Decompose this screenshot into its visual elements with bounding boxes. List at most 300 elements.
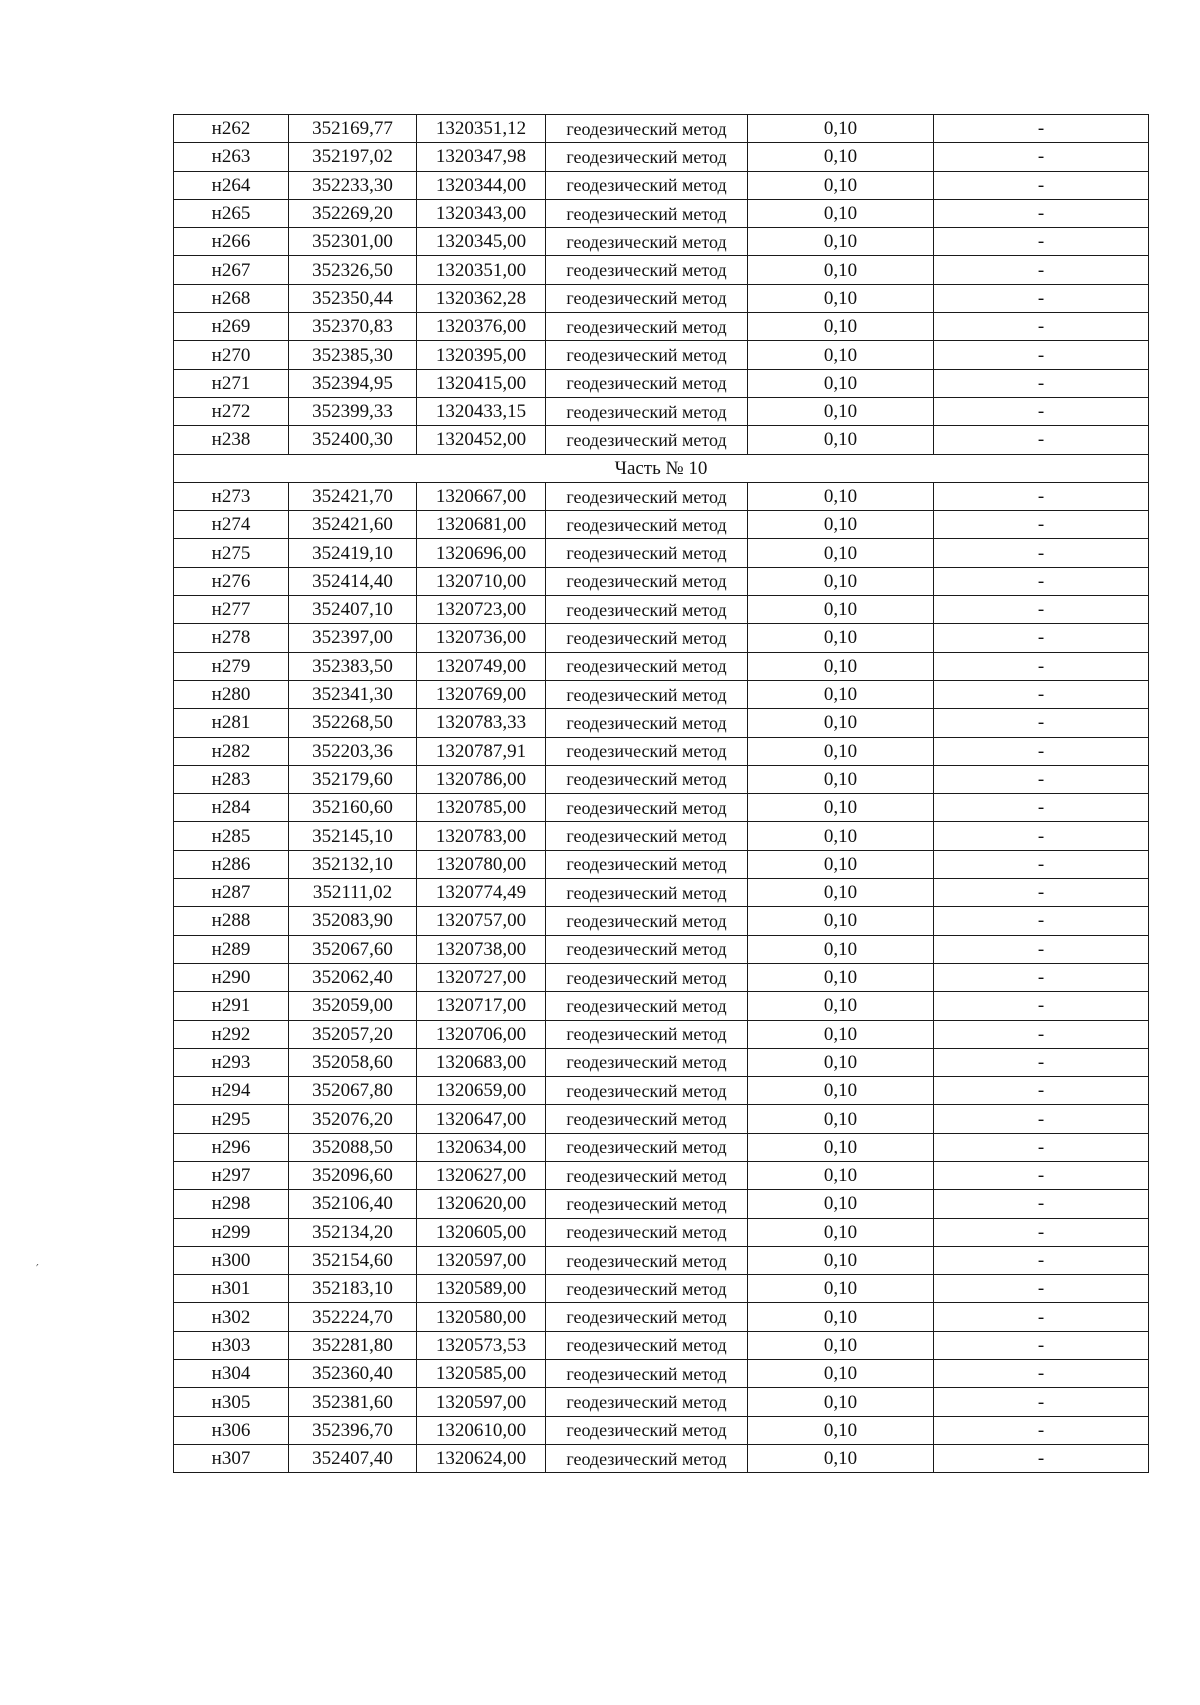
point-id-cell: н275	[174, 539, 289, 567]
table-row	[174, 765, 1149, 793]
coord-x-cell: 352397,00	[289, 624, 417, 652]
coord-y-cell: 1320351,00	[417, 256, 546, 284]
note-cell: -	[934, 1077, 1149, 1105]
note-cell: -	[934, 709, 1149, 737]
coord-x-cell: 352400,30	[289, 426, 417, 454]
coord-y-cell: 1320580,00	[417, 1303, 546, 1331]
coord-y-cell: 1320347,98	[417, 143, 546, 171]
coord-y-cell: 1320738,00	[417, 935, 546, 963]
accuracy-cell: 0,10	[748, 765, 934, 793]
coord-x-cell: 352062,40	[289, 963, 417, 991]
coord-x-cell: 352383,50	[289, 652, 417, 680]
note-cell: -	[934, 935, 1149, 963]
coord-x-cell: 352058,60	[289, 1048, 417, 1076]
note-cell: -	[934, 482, 1149, 510]
point-id-cell: н301	[174, 1275, 289, 1303]
point-id-cell: н262	[174, 115, 289, 143]
table-row	[174, 1190, 1149, 1218]
accuracy-cell: 0,10	[748, 313, 934, 341]
coord-x-cell: 352083,90	[289, 907, 417, 935]
table-row	[174, 1077, 1149, 1105]
coord-x-cell: 352381,60	[289, 1388, 417, 1416]
method-cell: геодезический метод	[546, 1105, 748, 1133]
point-id-cell: н287	[174, 879, 289, 907]
note-cell: -	[934, 1133, 1149, 1161]
point-id-cell: н306	[174, 1416, 289, 1444]
note-cell: -	[934, 567, 1149, 595]
coord-y-cell: 1320774,49	[417, 879, 546, 907]
coord-y-cell: 1320589,00	[417, 1275, 546, 1303]
method-cell: геодезический метод	[546, 1020, 748, 1048]
method-cell: геодезический метод	[546, 822, 748, 850]
coord-x-cell: 352370,83	[289, 313, 417, 341]
method-cell: геодезический метод	[546, 143, 748, 171]
table-row	[174, 680, 1149, 708]
table-row	[174, 1331, 1149, 1359]
coord-x-cell: 352132,10	[289, 850, 417, 878]
coord-x-cell: 352396,70	[289, 1416, 417, 1444]
note-cell: -	[934, 171, 1149, 199]
note-cell: -	[934, 1303, 1149, 1331]
accuracy-cell: 0,10	[748, 511, 934, 539]
accuracy-cell: 0,10	[748, 907, 934, 935]
table-row	[174, 1161, 1149, 1189]
note-cell: -	[934, 1218, 1149, 1246]
method-cell: геодезический метод	[546, 680, 748, 708]
method-cell: геодезический метод	[546, 907, 748, 935]
coord-x-cell: 352414,40	[289, 567, 417, 595]
accuracy-cell: 0,10	[748, 850, 934, 878]
method-cell: геодезический метод	[546, 1275, 748, 1303]
accuracy-cell: 0,10	[748, 284, 934, 312]
coord-y-cell: 1320659,00	[417, 1077, 546, 1105]
note-cell: -	[934, 1331, 1149, 1359]
note-cell: -	[934, 652, 1149, 680]
point-id-cell: н294	[174, 1077, 289, 1105]
point-id-cell: н298	[174, 1190, 289, 1218]
table-row	[174, 228, 1149, 256]
note-cell: -	[934, 1275, 1149, 1303]
coord-y-cell: 1320769,00	[417, 680, 546, 708]
table-row	[174, 539, 1149, 567]
coord-x-cell: 352134,20	[289, 1218, 417, 1246]
method-cell: геодезический метод	[546, 482, 748, 510]
table-row	[174, 511, 1149, 539]
point-id-cell: н278	[174, 624, 289, 652]
point-id-cell: н292	[174, 1020, 289, 1048]
note-cell: -	[934, 1360, 1149, 1388]
point-id-cell: н272	[174, 397, 289, 425]
note-cell: -	[934, 680, 1149, 708]
table-row	[174, 822, 1149, 850]
accuracy-cell: 0,10	[748, 397, 934, 425]
coord-y-cell: 1320757,00	[417, 907, 546, 935]
point-id-cell: н283	[174, 765, 289, 793]
table-row	[174, 1360, 1149, 1388]
method-cell: геодезический метод	[546, 1303, 748, 1331]
coord-y-cell: 1320605,00	[417, 1218, 546, 1246]
accuracy-cell: 0,10	[748, 115, 934, 143]
point-id-cell: н296	[174, 1133, 289, 1161]
coord-y-cell: 1320624,00	[417, 1444, 546, 1472]
accuracy-cell: 0,10	[748, 1020, 934, 1048]
point-id-cell: н274	[174, 511, 289, 539]
accuracy-cell: 0,10	[748, 228, 934, 256]
coord-x-cell: 352360,40	[289, 1360, 417, 1388]
accuracy-cell: 0,10	[748, 1444, 934, 1472]
table-row	[174, 992, 1149, 1020]
note-cell: -	[934, 850, 1149, 878]
point-id-cell: н263	[174, 143, 289, 171]
note-cell: -	[934, 369, 1149, 397]
coord-y-cell: 1320786,00	[417, 765, 546, 793]
table-row	[174, 171, 1149, 199]
table-row	[174, 935, 1149, 963]
method-cell: геодезический метод	[546, 313, 748, 341]
method-cell: геодезический метод	[546, 539, 748, 567]
accuracy-cell: 0,10	[748, 426, 934, 454]
table-row	[174, 1416, 1149, 1444]
accuracy-cell: 0,10	[748, 1048, 934, 1076]
coord-y-cell: 1320351,12	[417, 115, 546, 143]
accuracy-cell: 0,10	[748, 171, 934, 199]
coord-y-cell: 1320627,00	[417, 1161, 546, 1189]
method-cell: геодезический метод	[546, 1444, 748, 1472]
method-cell: геодезический метод	[546, 171, 748, 199]
accuracy-cell: 0,10	[748, 1416, 934, 1444]
coord-y-cell: 1320710,00	[417, 567, 546, 595]
point-id-cell: н279	[174, 652, 289, 680]
coord-y-cell: 1320749,00	[417, 652, 546, 680]
table-row	[174, 850, 1149, 878]
point-id-cell: н264	[174, 171, 289, 199]
method-cell: геодезический метод	[546, 397, 748, 425]
coord-x-cell: 352233,30	[289, 171, 417, 199]
coord-x-cell: 352183,10	[289, 1275, 417, 1303]
note-cell: -	[934, 341, 1149, 369]
coord-y-cell: 1320343,00	[417, 199, 546, 227]
point-id-cell: н285	[174, 822, 289, 850]
note-cell: -	[934, 1444, 1149, 1472]
point-id-cell: н265	[174, 199, 289, 227]
section-title: Часть № 10	[174, 454, 1149, 482]
accuracy-cell: 0,10	[748, 199, 934, 227]
accuracy-cell: 0,10	[748, 1303, 934, 1331]
method-cell: геодезический метод	[546, 765, 748, 793]
table-row	[174, 369, 1149, 397]
coord-x-cell: 352179,60	[289, 765, 417, 793]
coord-x-cell: 352407,10	[289, 596, 417, 624]
note-cell: -	[934, 1190, 1149, 1218]
coord-y-cell: 1320395,00	[417, 341, 546, 369]
accuracy-cell: 0,10	[748, 1246, 934, 1274]
coord-y-cell: 1320783,00	[417, 822, 546, 850]
method-cell: геодезический метод	[546, 567, 748, 595]
point-id-cell: н305	[174, 1388, 289, 1416]
table-row	[174, 341, 1149, 369]
note-cell: -	[934, 199, 1149, 227]
coord-y-cell: 1320597,00	[417, 1388, 546, 1416]
table-row	[174, 115, 1149, 143]
accuracy-cell: 0,10	[748, 567, 934, 595]
point-id-cell: н293	[174, 1048, 289, 1076]
note-cell: -	[934, 596, 1149, 624]
coord-y-cell: 1320727,00	[417, 963, 546, 991]
method-cell: геодезический метод	[546, 1416, 748, 1444]
coord-x-cell: 352421,60	[289, 511, 417, 539]
accuracy-cell: 0,10	[748, 1331, 934, 1359]
accuracy-cell: 0,10	[748, 794, 934, 822]
table-row	[174, 652, 1149, 680]
accuracy-cell: 0,10	[748, 822, 934, 850]
note-cell: -	[934, 624, 1149, 652]
point-id-cell: н303	[174, 1331, 289, 1359]
method-cell: геодезический метод	[546, 652, 748, 680]
table-row	[174, 426, 1149, 454]
point-id-cell: н307	[174, 1444, 289, 1472]
accuracy-cell: 0,10	[748, 1218, 934, 1246]
method-cell: геодезический метод	[546, 935, 748, 963]
accuracy-cell: 0,10	[748, 1275, 934, 1303]
coord-x-cell: 352203,36	[289, 737, 417, 765]
coord-x-cell: 352088,50	[289, 1133, 417, 1161]
method-cell: геодезический метод	[546, 228, 748, 256]
point-id-cell: н276	[174, 567, 289, 595]
coord-y-cell: 1320573,53	[417, 1331, 546, 1359]
point-id-cell: н282	[174, 737, 289, 765]
table-row	[174, 397, 1149, 425]
point-id-cell: н291	[174, 992, 289, 1020]
note-cell: -	[934, 1020, 1149, 1048]
accuracy-cell: 0,10	[748, 539, 934, 567]
point-id-cell: н269	[174, 313, 289, 341]
table-row	[174, 737, 1149, 765]
note-cell: -	[934, 822, 1149, 850]
point-id-cell: н302	[174, 1303, 289, 1331]
coord-x-cell: 352160,60	[289, 794, 417, 822]
method-cell: геодезический метод	[546, 1077, 748, 1105]
note-cell: -	[934, 228, 1149, 256]
accuracy-cell: 0,10	[748, 879, 934, 907]
method-cell: геодезический метод	[546, 850, 748, 878]
coord-y-cell: 1320376,00	[417, 313, 546, 341]
note-cell: -	[934, 794, 1149, 822]
point-id-cell: н286	[174, 850, 289, 878]
coord-x-cell: 352407,40	[289, 1444, 417, 1472]
coord-y-cell: 1320683,00	[417, 1048, 546, 1076]
accuracy-cell: 0,10	[748, 1161, 934, 1189]
coord-y-cell: 1320780,00	[417, 850, 546, 878]
note-cell: -	[934, 284, 1149, 312]
table-row	[174, 567, 1149, 595]
note-cell: -	[934, 907, 1149, 935]
accuracy-cell: 0,10	[748, 652, 934, 680]
accuracy-cell: 0,10	[748, 1360, 934, 1388]
accuracy-cell: 0,10	[748, 482, 934, 510]
note-cell: -	[934, 963, 1149, 991]
method-cell: геодезический метод	[546, 992, 748, 1020]
method-cell: геодезический метод	[546, 737, 748, 765]
accuracy-cell: 0,10	[748, 624, 934, 652]
coord-y-cell: 1320783,33	[417, 709, 546, 737]
note-cell: -	[934, 115, 1149, 143]
note-cell: -	[934, 879, 1149, 907]
coord-x-cell: 352399,33	[289, 397, 417, 425]
coord-x-cell: 352169,77	[289, 115, 417, 143]
method-cell: геодезический метод	[546, 1190, 748, 1218]
method-cell: геодезический метод	[546, 596, 748, 624]
note-cell: -	[934, 397, 1149, 425]
point-id-cell: н295	[174, 1105, 289, 1133]
method-cell: геодезический метод	[546, 1218, 748, 1246]
method-cell: геодезический метод	[546, 199, 748, 227]
coord-y-cell: 1320681,00	[417, 511, 546, 539]
point-id-cell: н304	[174, 1360, 289, 1388]
coord-y-cell: 1320345,00	[417, 228, 546, 256]
point-id-cell: н297	[174, 1161, 289, 1189]
coord-x-cell: 352111,02	[289, 879, 417, 907]
accuracy-cell: 0,10	[748, 1190, 934, 1218]
table-row	[174, 1020, 1149, 1048]
coord-y-cell: 1320344,00	[417, 171, 546, 199]
note-cell: -	[934, 992, 1149, 1020]
table-row	[174, 963, 1149, 991]
coord-x-cell: 352059,00	[289, 992, 417, 1020]
point-id-cell: н280	[174, 680, 289, 708]
accuracy-cell: 0,10	[748, 341, 934, 369]
method-cell: геодезический метод	[546, 794, 748, 822]
coord-y-cell: 1320597,00	[417, 1246, 546, 1274]
table-row	[174, 1218, 1149, 1246]
table-row	[174, 199, 1149, 227]
point-id-cell: н281	[174, 709, 289, 737]
coord-x-cell: 352269,20	[289, 199, 417, 227]
note-cell: -	[934, 426, 1149, 454]
coord-x-cell: 352224,70	[289, 1303, 417, 1331]
note-cell: -	[934, 1388, 1149, 1416]
method-cell: геодезический метод	[546, 1133, 748, 1161]
coord-x-cell: 352394,95	[289, 369, 417, 397]
note-cell: -	[934, 1246, 1149, 1274]
coord-x-cell: 352421,70	[289, 482, 417, 510]
note-cell: -	[934, 256, 1149, 284]
coord-x-cell: 352268,50	[289, 709, 417, 737]
coord-y-cell: 1320362,28	[417, 284, 546, 312]
accuracy-cell: 0,10	[748, 1105, 934, 1133]
point-id-cell: н288	[174, 907, 289, 935]
coord-y-cell: 1320585,00	[417, 1360, 546, 1388]
coord-y-cell: 1320433,15	[417, 397, 546, 425]
coord-x-cell: 352096,60	[289, 1161, 417, 1189]
point-id-cell: н289	[174, 935, 289, 963]
coord-y-cell: 1320785,00	[417, 794, 546, 822]
method-cell: геодезический метод	[546, 115, 748, 143]
method-cell: геодезический метод	[546, 1331, 748, 1359]
accuracy-cell: 0,10	[748, 992, 934, 1020]
accuracy-cell: 0,10	[748, 963, 934, 991]
point-id-cell: н277	[174, 596, 289, 624]
note-cell: -	[934, 737, 1149, 765]
point-id-cell: н266	[174, 228, 289, 256]
method-cell: геодезический метод	[546, 341, 748, 369]
method-cell: геодезический метод	[546, 963, 748, 991]
method-cell: геодезический метод	[546, 1246, 748, 1274]
coord-x-cell: 352385,30	[289, 341, 417, 369]
table-row	[174, 879, 1149, 907]
point-id-cell: н300	[174, 1246, 289, 1274]
accuracy-cell: 0,10	[748, 596, 934, 624]
note-cell: -	[934, 511, 1149, 539]
note-cell: -	[934, 1105, 1149, 1133]
table-row	[174, 1388, 1149, 1416]
accuracy-cell: 0,10	[748, 1388, 934, 1416]
method-cell: геодезический метод	[546, 284, 748, 312]
note-cell: -	[934, 765, 1149, 793]
method-cell: геодезический метод	[546, 1161, 748, 1189]
coord-y-cell: 1320634,00	[417, 1133, 546, 1161]
accuracy-cell: 0,10	[748, 709, 934, 737]
note-cell: -	[934, 1161, 1149, 1189]
coord-x-cell: 352076,20	[289, 1105, 417, 1133]
coord-x-cell: 352419,10	[289, 539, 417, 567]
coord-y-cell: 1320415,00	[417, 369, 546, 397]
coord-y-cell: 1320647,00	[417, 1105, 546, 1133]
table-row	[174, 1303, 1149, 1331]
coord-x-cell: 352145,10	[289, 822, 417, 850]
accuracy-cell: 0,10	[748, 1077, 934, 1105]
table-row	[174, 1444, 1149, 1472]
table-row	[174, 143, 1149, 171]
point-id-cell: н273	[174, 482, 289, 510]
accuracy-cell: 0,10	[748, 935, 934, 963]
coordinates-table	[173, 114, 1149, 1473]
accuracy-cell: 0,10	[748, 369, 934, 397]
accuracy-cell: 0,10	[748, 143, 934, 171]
table-row	[174, 709, 1149, 737]
accuracy-cell: 0,10	[748, 256, 934, 284]
method-cell: геодезический метод	[546, 426, 748, 454]
point-id-cell: н290	[174, 963, 289, 991]
table-row	[174, 256, 1149, 284]
coord-x-cell: 352154,60	[289, 1246, 417, 1274]
coord-y-cell: 1320667,00	[417, 482, 546, 510]
table-row	[174, 624, 1149, 652]
table-row	[174, 313, 1149, 341]
table-row	[174, 1246, 1149, 1274]
point-id-cell: н267	[174, 256, 289, 284]
note-cell: -	[934, 1416, 1149, 1444]
coord-y-cell: 1320717,00	[417, 992, 546, 1020]
method-cell: геодезический метод	[546, 1388, 748, 1416]
point-id-cell: н284	[174, 794, 289, 822]
method-cell: геодезический метод	[546, 511, 748, 539]
method-cell: геодезический метод	[546, 369, 748, 397]
table-row	[174, 1275, 1149, 1303]
point-id-cell: н268	[174, 284, 289, 312]
method-cell: геодезический метод	[546, 624, 748, 652]
note-cell: -	[934, 539, 1149, 567]
table-row	[174, 1133, 1149, 1161]
method-cell: геодезический метод	[546, 1048, 748, 1076]
coord-y-cell: 1320452,00	[417, 426, 546, 454]
note-cell: -	[934, 313, 1149, 341]
method-cell: геодезический метод	[546, 709, 748, 737]
coord-x-cell: 352067,60	[289, 935, 417, 963]
coordinates-table-body	[174, 115, 1149, 1473]
table-row	[174, 1048, 1149, 1076]
point-id-cell: н238	[174, 426, 289, 454]
coord-x-cell: 352326,50	[289, 256, 417, 284]
